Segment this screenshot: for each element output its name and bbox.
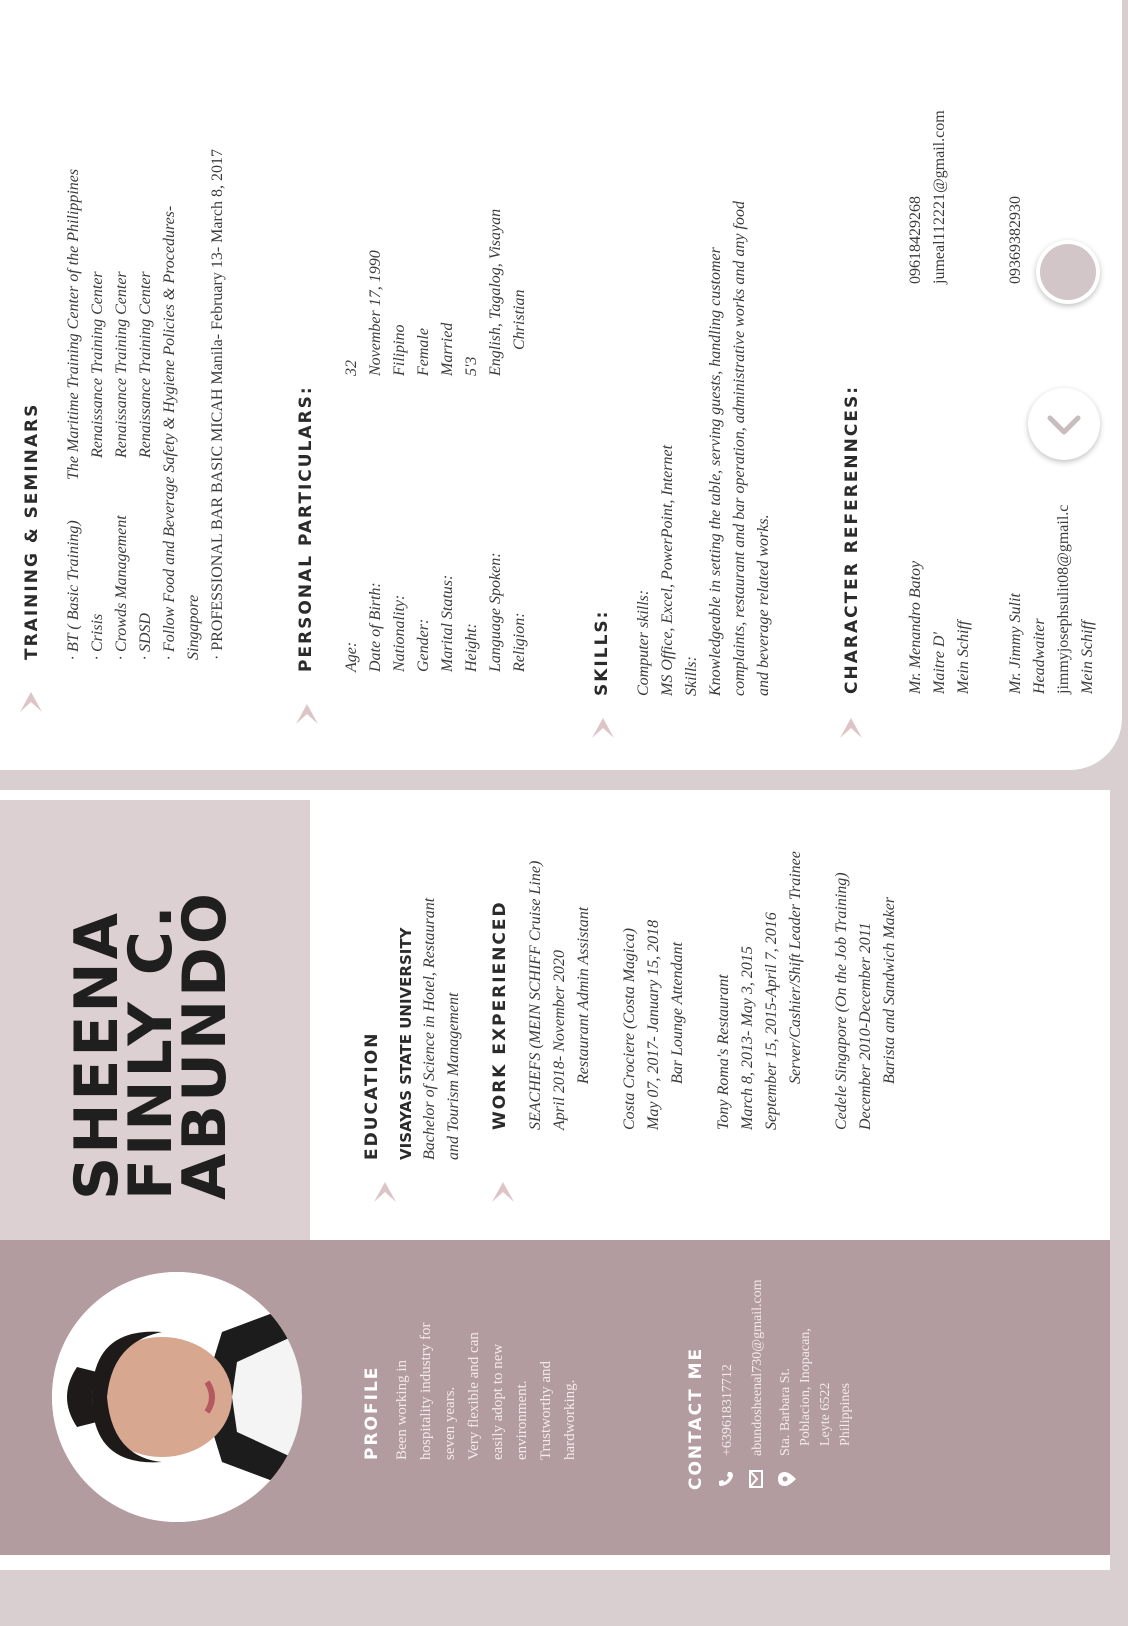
phone-icon [718,1468,739,1490]
scroll-handle[interactable] [1036,240,1100,304]
contact-email-row [746,1279,770,1490]
personal-row: Language Spoken: English, Tagalog, Visayan [487,208,504,672]
contact-address-row [776,1279,856,1490]
training-list: · BT ( Basic Training) The Maritime Training Center of the Philippines · Crisis Renaissance Training Center · Crowds Management Renaissance Training Center · SDSD Renaissance Training Center · Follow Food and Beverage Safety & Hygiene Policies & Procedures- Singapore · PROFESSIONAL BAR BASIC MICAH Manila- February 13- March 8, 2017 [62,149,230,660]
personal-row: Height: 5'3 [463,356,480,672]
work-job-2: Costa Crociere (Costa Magica) May 07, 2017- January 15, 2018 Bar Lounge Attendant [621,919,686,1130]
work-job-3: Tony Roma's Restaurant March 8, 2013- May 3, 2015 September 15, 2015-April 7, 2016 Server/Cashier/Shift Leader Trainee [715,851,804,1130]
chevron-icon [18,688,44,714]
personal-row: Religion: Christian [511,289,528,672]
contact-phone-row [716,1279,740,1490]
location-pin-icon [776,1468,801,1490]
contact-heading: CONTACT ME [686,1346,706,1490]
reference-2: Mr. Jimmy Sulit Headwaiter jimmyjosephsulit08@gmail.c Mein Schiff 09369382930 [1007,196,1096,694]
education-section [362,898,466,1160]
personal-row: Age: 32 [343,360,360,672]
background-strip [0,1570,1128,1626]
personal-row: Gender: Female [415,328,432,672]
scroll-handle-knob [1040,244,1096,300]
profile-section [362,1323,582,1461]
personal-heading: PERSONAL PARTICULARS: [296,385,316,672]
chevron-icon [294,700,320,726]
chevron-icon [590,714,616,740]
work-section [490,851,902,1130]
education-school: VISAYAS STATE UNIVERSITY [397,927,415,1160]
profile-text: Been working in hospitality industry for seven years. Very flexible and can easily adopt to new environment. Trustworthy and hardworking. [394,1322,578,1460]
personal-row: Nationality: Filipino [391,324,408,672]
work-job-1: SEACHEFS (MEIN SCHIFF Cruise Line) April 2018- November 2020 Restaurant Admin Assistant [527,860,592,1130]
profile-heading: PROFILE [362,1365,382,1460]
training-row: · Crisis Renaissance Training Center [89,271,106,660]
training-row: · BT ( Basic Training) The Maritime Training Center of the Philippines [65,168,82,660]
work-job-4: Cedele Singapore (On the Job Training) December 2010-December 2011 Barista and Sandwich Maker [833,872,898,1130]
training-row: · SDSD Renaissance Training Center [137,271,154,660]
skills-text: Computer skills: MS Office, Excel, PowerPoint, Internet Skills: Knowledgeable in setting the table, serving guests, handling customer complaints, restaurant and bar operation, administrative works and any food and beverage related works. [635,201,772,696]
candidate-name: SHEENA FINLY C. ABUNDO [62,890,240,1200]
contact-phone: +639618317712 [720,1364,735,1456]
skills-heading: SKILLS: [592,609,612,696]
chevron-icon [490,1178,516,1204]
contact-email: abundosheenal730@gmail.com [750,1279,765,1456]
education-degree-line1: Bachelor of Science in Hotel, Restaurant [421,897,438,1160]
work-heading: WORK EXPERIENCED [490,900,510,1130]
collapse-button[interactable] [1028,388,1100,460]
training-heading: TRAINING & SEMINARS [22,402,42,660]
contact-section [686,1279,856,1490]
mail-icon [749,1468,768,1490]
personal-row: Marital Status: Married [439,322,456,672]
skills-section [592,201,776,696]
personal-row: Date of Birth: November 17, 1990 [367,250,384,672]
training-section [22,149,230,660]
reference-1: Mr. Menandro Batoy Maitre D' Mein Schiff 09618429268 jumeal112221@gmail.com [907,110,972,694]
chevron-icon [372,1178,398,1204]
references-section [842,385,862,694]
personal-section [296,209,532,672]
education-degree-line2: and Tourism Management [445,992,462,1160]
references-heading: CHARACTER REFERENNCES: [842,384,862,694]
chevron-down-icon [1028,388,1100,460]
contact-address: Sta. Barbara St. Poblacion, Inopacan, Leyte 6522 Philippines [778,1328,853,1456]
personal-list [340,209,532,672]
profile-photo [52,1272,302,1522]
chevron-icon [838,714,864,740]
training-row: · Crowds Management Renaissance Training Center [113,271,130,660]
education-heading: EDUCATION [362,1031,382,1160]
